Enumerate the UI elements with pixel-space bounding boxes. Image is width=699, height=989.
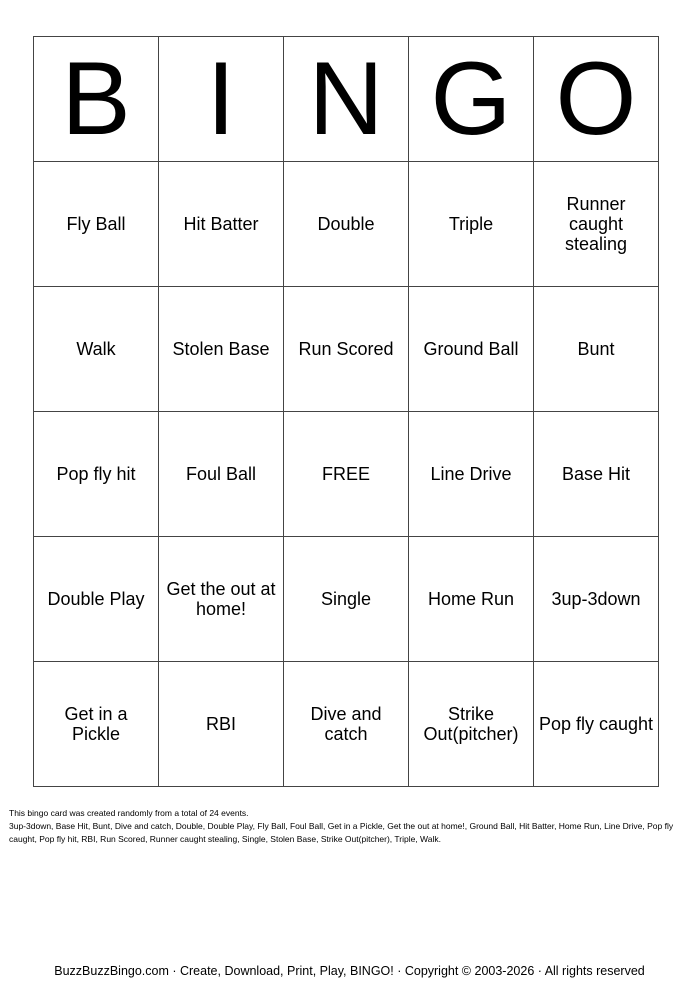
bingo-cell: Base Hit xyxy=(534,412,659,537)
bingo-cell: RBI xyxy=(159,662,284,787)
bingo-row-2 xyxy=(34,287,659,412)
bingo-cell: Runner caught stealing xyxy=(534,162,659,287)
header-letter-o: O xyxy=(534,37,659,162)
bingo-cell: Home Run xyxy=(409,537,534,662)
bingo-card xyxy=(33,36,659,787)
bingo-row-4 xyxy=(34,537,659,662)
bingo-free-cell: FREE xyxy=(284,412,409,537)
bingo-cell: Fly Ball xyxy=(34,162,159,287)
bingo-cell: Pop fly caught xyxy=(534,662,659,787)
header-letter-g: G xyxy=(409,37,534,162)
bingo-header-row xyxy=(34,37,659,162)
bingo-row-5 xyxy=(34,662,659,787)
bingo-row-3 xyxy=(34,412,659,537)
card-notes xyxy=(9,807,691,846)
bingo-cell: Bunt xyxy=(534,287,659,412)
bingo-cell: Dive and catch xyxy=(284,662,409,787)
header-letter-b: B xyxy=(34,37,159,162)
bingo-cell: Foul Ball xyxy=(159,412,284,537)
bingo-cell: Single xyxy=(284,537,409,662)
bingo-row-1 xyxy=(34,162,659,287)
bingo-cell: Strike Out(pitcher) xyxy=(409,662,534,787)
bingo-cell: Triple xyxy=(409,162,534,287)
bingo-cell: Walk xyxy=(34,287,159,412)
bingo-cell: 3up-3down xyxy=(534,537,659,662)
page-footer: BuzzBuzzBingo.com · Create, Download, Print, Play, BINGO! · Copyright © 2003-2026 · All rights reserved xyxy=(54,964,645,978)
bingo-cell: Get in a Pickle xyxy=(34,662,159,787)
notes-event-list: 3up-3down, Base Hit, Bunt, Dive and catch, Double, Double Play, Fly Ball, Foul Ball, Get in a Pickle, Get the out at home!, Ground Ball, Hit Batter, Home Run, Line Drive, Pop fly caught, Pop fly hit, RBI, Run Scored, Runner caught stealing, Single, Stolen Base, Strike Out(pitcher), Triple, Walk. xyxy=(9,821,674,844)
bingo-cell: Line Drive xyxy=(409,412,534,537)
bingo-cell: Double xyxy=(284,162,409,287)
bingo-cell: Ground Ball xyxy=(409,287,534,412)
bingo-cell: Double Play xyxy=(34,537,159,662)
bingo-cell: Stolen Base xyxy=(159,287,284,412)
bingo-cell: Pop fly hit xyxy=(34,412,159,537)
notes-summary: This bingo card was created randomly from a total of 24 events. xyxy=(9,808,249,818)
header-letter-n: N xyxy=(284,37,409,162)
bingo-cell: Run Scored xyxy=(284,287,409,412)
bingo-cell: Hit Batter xyxy=(159,162,284,287)
header-letter-i: I xyxy=(159,37,284,162)
bingo-cell: Get the out at home! xyxy=(159,537,284,662)
